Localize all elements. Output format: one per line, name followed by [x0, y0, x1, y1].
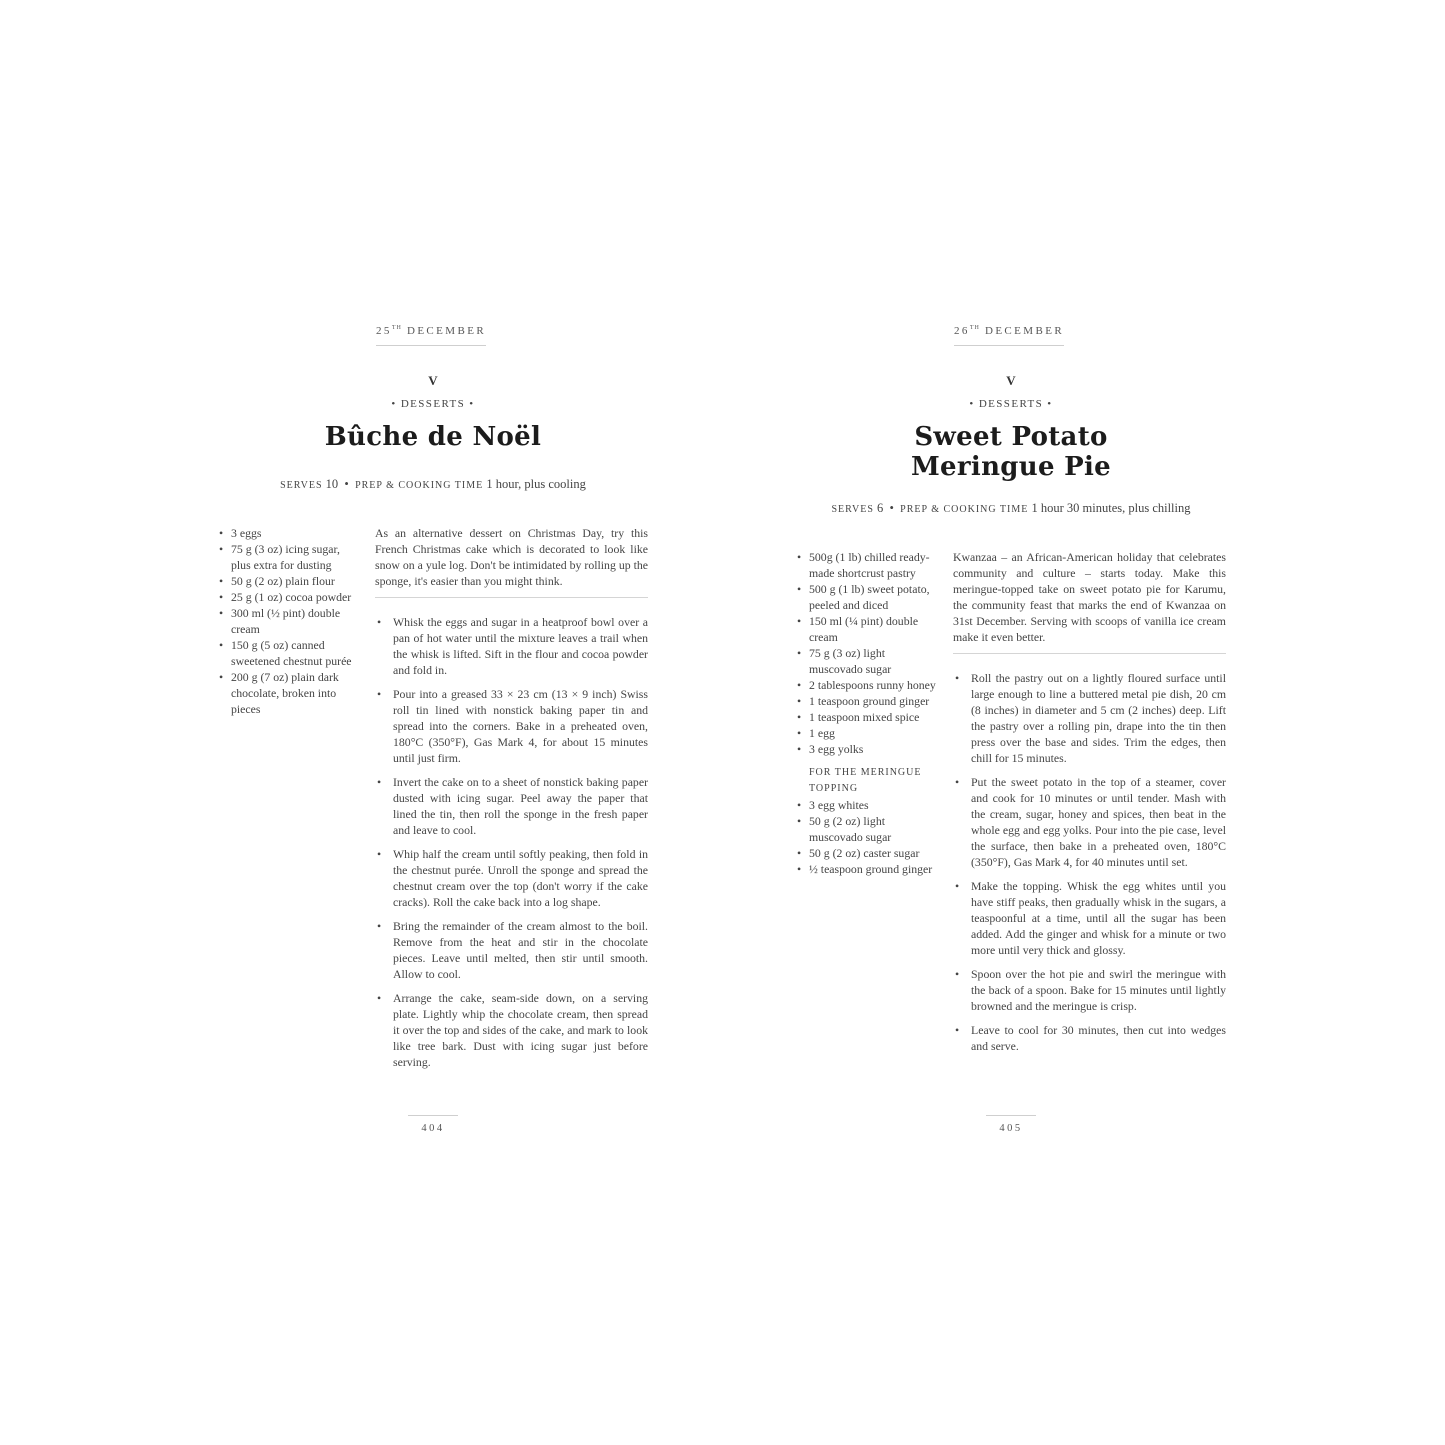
method-steps	[953, 670, 1226, 1054]
chapter-numeral: V	[428, 373, 438, 388]
date-month: DECEMBER	[984, 325, 1065, 337]
topping-ingredient-item: • 3 egg whites	[796, 797, 936, 813]
section-label: • DESSERTS •	[969, 398, 1053, 410]
right-page	[796, 0, 1226, 1445]
ingredient-item: • 300 ml (½ pint) double cream	[218, 605, 358, 637]
method-step: • Leave to cool for 30 minutes, then cut into wedges and serve.	[953, 1022, 1226, 1054]
ingredient-item: • 150 g (5 oz) canned sweetened chestnut purée	[218, 637, 358, 669]
recipe-intro: As an alternative dessert on Christmas Day, try this French Christmas cake which is decorated to look like snow on a yule log. Don't be intimidated by rolling up the sponge, it's easier than you might think.	[375, 525, 648, 598]
serves-value: 10	[325, 477, 339, 491]
page-date	[376, 325, 486, 346]
recipe-title	[796, 422, 1226, 482]
method-step: • Whip half the cream until softly peaking, then fold in the chestnut purée. Unroll the sponge and spread the chestnut cream over the top (don't worry if the cake cracks). Roll the cake back into a log shape.	[375, 846, 648, 910]
ingredient-item: • 1 egg	[796, 725, 936, 741]
recipe-meta: SERVES 10 • PREP & COOKING TIME 1 hour, plus cooling	[280, 477, 586, 491]
recipe-meta: SERVES 6 • PREP & COOKING TIME 1 hour 30 minutes, plus chilling	[831, 501, 1191, 515]
method-steps	[375, 614, 648, 1070]
time-value: 1 hour 30 minutes, plus chilling	[1031, 501, 1191, 515]
topping-ingredient-item: • 50 g (2 oz) caster sugar	[796, 845, 936, 861]
ingredient-list	[218, 525, 358, 717]
method-step: • Pour into a greased 33 × 23 cm (13 × 9 inch) Swiss roll tin lined with nonstick baking paper tin and spread into the corners. Bake in a preheated oven, 180°C (350°F), Gas Mark 4, for about 15 minutes until just firm.	[375, 686, 648, 766]
date-day: 26	[954, 325, 970, 337]
ingredient-item: • 3 egg yolks	[796, 741, 936, 757]
method-step: • Roll the pastry out on a lightly floured surface until large enough to line a buttered metal pie dish, 20 cm (8 inches) in diameter and 5 cm (2 inches) deep. Lift the pastry over a rolling pin, drape into the tin then press over the base and sides. Trim the edges, then chill for 15 minutes.	[953, 670, 1226, 766]
recipe-title-line-2: Meringue Pie	[910, 452, 1112, 482]
time-value: 1 hour, plus cooling	[486, 477, 586, 491]
ingredient-list	[796, 549, 936, 877]
serves-label: SERVES	[831, 504, 874, 515]
topping-ingredient-item: • 50 g (2 oz) light muscovado sugar	[796, 813, 936, 845]
time-label: PREP & COOKING TIME	[900, 504, 1029, 515]
date-suffix: TH	[969, 325, 980, 331]
ingredient-item: • 75 g (3 oz) light muscovado sugar	[796, 645, 936, 677]
page-number: 404	[408, 1115, 458, 1134]
page-date	[954, 325, 1064, 346]
ingredient-item: • 150 ml (¼ pint) double cream	[796, 613, 936, 645]
date-month: DECEMBER	[406, 325, 487, 337]
serves-label: SERVES	[280, 480, 323, 491]
time-label: PREP & COOKING TIME	[355, 480, 484, 491]
ingredient-item: • 1 teaspoon mixed spice	[796, 709, 936, 725]
date-suffix: TH	[391, 325, 402, 331]
ingredient-item: • 50 g (2 oz) plain flour	[218, 573, 358, 589]
ingredient-item: • 1 teaspoon ground ginger	[796, 693, 936, 709]
method-step: • Put the sweet potato in the top of a steamer, cover and cook for 10 minutes or until tender. Mash with the cream, sugar, honey and spices, then beat in the whole egg and egg yolks. Pour into the pie case, level the surface, then bake in a preheated oven, 180°C (350°F), Gas Mark 4, for 40 minutes until set.	[953, 774, 1226, 870]
topping-heading: FOR THE MERINGUE TOPPING	[809, 767, 922, 794]
method-column	[375, 525, 648, 1078]
section-label: • DESSERTS •	[391, 398, 475, 410]
recipe-title: Bûche de Noël	[324, 422, 542, 452]
method-step: • Make the topping. Whisk the egg whites until you have stiff peaks, then gradually whisk in the sugars, a teaspoonful at a time, until all the sugar has been added. Add the ginger and whisk for a minute or two more until very thick and glossy.	[953, 878, 1226, 958]
ingredient-item: • 2 tablespoons runny honey	[796, 677, 936, 693]
ingredient-item: • 500 g (1 lb) sweet potato, peeled and diced	[796, 581, 936, 613]
ingredient-item: • 75 g (3 oz) icing sugar, plus extra for dusting	[218, 541, 358, 573]
method-step: • Spoon over the hot pie and swirl the meringue with the back of a spoon. Bake for 15 minutes until lightly browned and the meringue is crisp.	[953, 966, 1226, 1014]
serves-value: 6	[877, 501, 884, 515]
left-page	[218, 0, 648, 1445]
chapter-numeral: V	[1006, 373, 1016, 388]
page-number: 405	[986, 1115, 1036, 1134]
ingredient-item: • 200 g (7 oz) plain dark chocolate, broken into pieces	[218, 669, 358, 717]
method-column	[953, 549, 1226, 1062]
method-step: • Invert the cake on to a sheet of nonstick baking paper dusted with icing sugar. Peel away the paper that lined the tin, then roll the sponge in the fresh paper and leave to cool.	[375, 774, 648, 838]
method-step: • Whisk the eggs and sugar in a heatproof bowl over a pan of hot water until the mixture leaves a trail when the whisk is lifted. Sift in the flour and cocoa powder and fold in.	[375, 614, 648, 678]
method-step: • Bring the remainder of the cream almost to the boil. Remove from the heat and stir in the chocolate pieces. Leave until melted, then stir until smooth. Allow to cool.	[375, 918, 648, 982]
ingredient-item: • 25 g (1 oz) cocoa powder	[218, 589, 358, 605]
topping-ingredient-item: • ½ teaspoon ground ginger	[796, 861, 936, 877]
date-day: 25	[376, 325, 392, 337]
ingredient-item: • 500g (1 lb) chilled ready-made shortcrust pastry	[796, 549, 936, 581]
recipe-intro: Kwanzaa – an African-American holiday that celebrates community and culture – starts today. Make this meringue-topped take on sweet potato pie for Karumu, the community feast that marks the end of Kwanzaa on 31st December. Serving with scoops of vanilla ice cream make it even better.	[953, 549, 1226, 654]
recipe-title-line-1: Sweet Potato	[914, 422, 1108, 452]
method-step: • Arrange the cake, seam-side down, on a serving plate. Lightly whip the chocolate cream, then spread it over the top and sides of the cake, and mark to look like tree bark. Dust with icing sugar just before serving.	[375, 990, 648, 1070]
ingredient-item: • 3 eggs	[218, 525, 358, 541]
